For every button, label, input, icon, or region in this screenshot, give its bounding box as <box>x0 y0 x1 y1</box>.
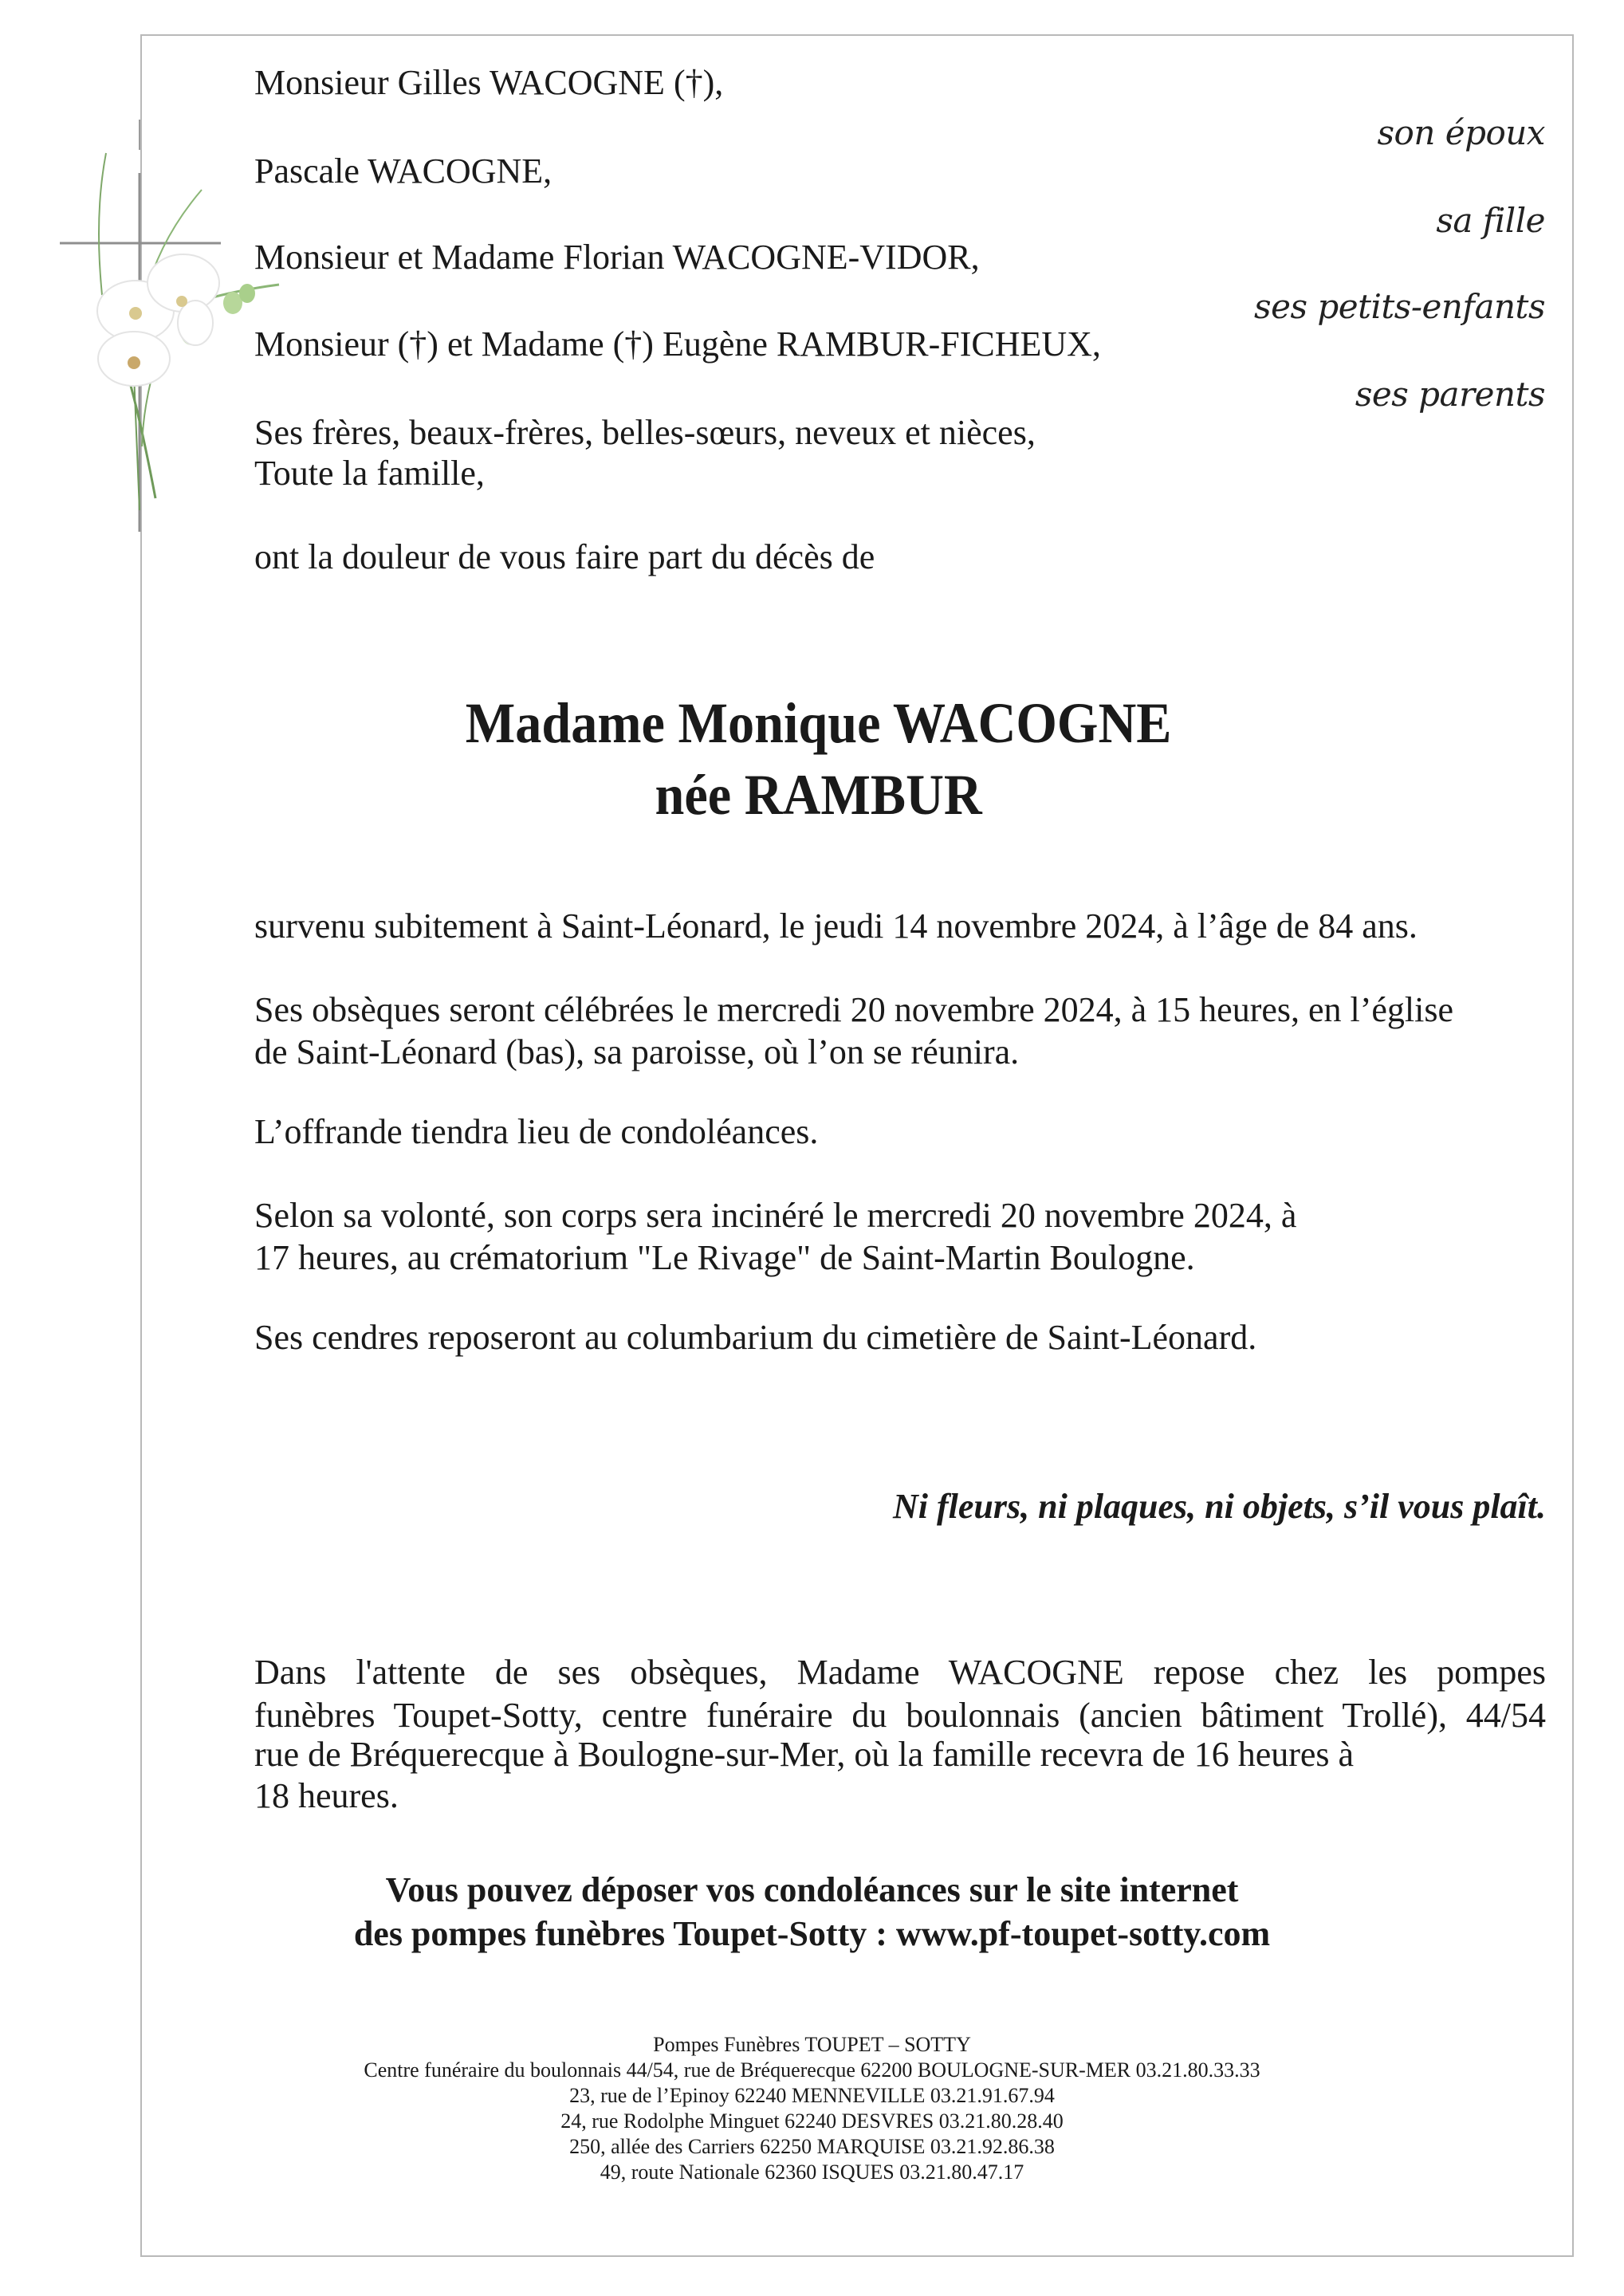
whole-family: Toute la famille, <box>254 454 485 493</box>
visitation-line3: rue de Bréquerecque à Boulogne-sur-Mer, où la famille recevra de 16 heures à <box>254 1735 1355 1774</box>
family-member-name: Monsieur (†) et Madame (†) Eugène RAMBUR-FICHEUX, <box>254 324 1101 364</box>
offering-note: L’offrande tiendra lieu de condoléances. <box>254 1112 819 1151</box>
footer-address: Centre funéraire du boulonnais 44/54, rue de Bréquerecque 62200 BOULOGNE-SUR-MER 03.21.80.33.33 <box>364 2058 1260 2082</box>
family-member-name: Monsieur Gilles WACOGNE (†), <box>254 63 724 102</box>
footer-address: 24, rue Rodolphe Minguet 62240 DESVRES 03.21.80.28.40 <box>560 2109 1064 2133</box>
visitation-line4: 18 heures. <box>254 1776 399 1815</box>
footer-address: 250, allée des Carriers 62250 MARQUISE 03.21.92.86.38 <box>569 2135 1055 2158</box>
deceased-name: Madame Monique WACOGNE <box>465 691 1172 755</box>
funeral-details-line1: Ses obsèques seront célébrées le mercredi 20 novembre 2024, à 15 heures, en l’église <box>254 990 1454 1029</box>
footer-company: Pompes Funèbres TOUPET – SOTTY <box>653 2033 971 2056</box>
family-member-relation: son époux <box>1377 113 1545 152</box>
cremation-details-line1: Selon sa volonté, son corps sera incinéré le mercredi 20 novembre 2024, à <box>254 1196 1297 1235</box>
death-details: survenu subitement à Saint-Léonard, le jeudi 14 novembre 2024, à l’âge de 84 ans. <box>254 906 1418 946</box>
visitation-line2: funèbres Toupet-Sotty, centre funéraire du boulonnais (ancien bâtiment Trollé), 44/54 <box>254 1696 1546 1735</box>
no-flowers-note: Ni fleurs, ni plaques, ni objets, s’il vous plaît. <box>893 1487 1546 1526</box>
ashes-details: Ses cendres reposeront au columbarium du cimetière de Saint-Léonard. <box>254 1318 1257 1357</box>
deceased-maiden-name: née RAMBUR <box>655 763 982 827</box>
funeral-details-line2: de Saint-Léonard (bas), sa paroisse, où l’on se réunira. <box>254 1032 1020 1071</box>
family-member-name: Pascale WACOGNE, <box>254 151 552 191</box>
other-relatives: Ses frères, beaux-frères, belles-sœurs, neveux et nièces, <box>254 413 1036 452</box>
family-member-relation: ses petits-enfants <box>1254 287 1545 326</box>
cremation-details-line2: 17 heures, au crématorium "Le Rivage" de Saint-Martin Boulogne. <box>254 1238 1195 1277</box>
family-member-relation: sa fille <box>1436 201 1545 240</box>
footer-address: 49, route Nationale 62360 ISQUES 03.21.80.47.17 <box>600 2160 1024 2184</box>
announcement-text: ont la douleur de vous faire part du décès de <box>254 537 875 576</box>
visitation-line1: Dans l'attente de ses obsèques, Madame WACOGNE repose chez les pompes <box>254 1653 1546 1692</box>
condolences-line2[interactable]: des pompes funèbres Toupet-Sotty : www.pf-toupet-sotty.com <box>353 1914 1271 1953</box>
footer-address: 23, rue de l’Epinoy 62240 MENNEVILLE 03.21.91.67.94 <box>569 2084 1055 2107</box>
family-member-name: Monsieur et Madame Florian WACOGNE-VIDOR, <box>254 238 980 277</box>
family-member-relation: ses parents <box>1355 375 1545 414</box>
condolences-line1: Vous pouvez déposer vos condoléances sur le site internet <box>385 1870 1239 1909</box>
